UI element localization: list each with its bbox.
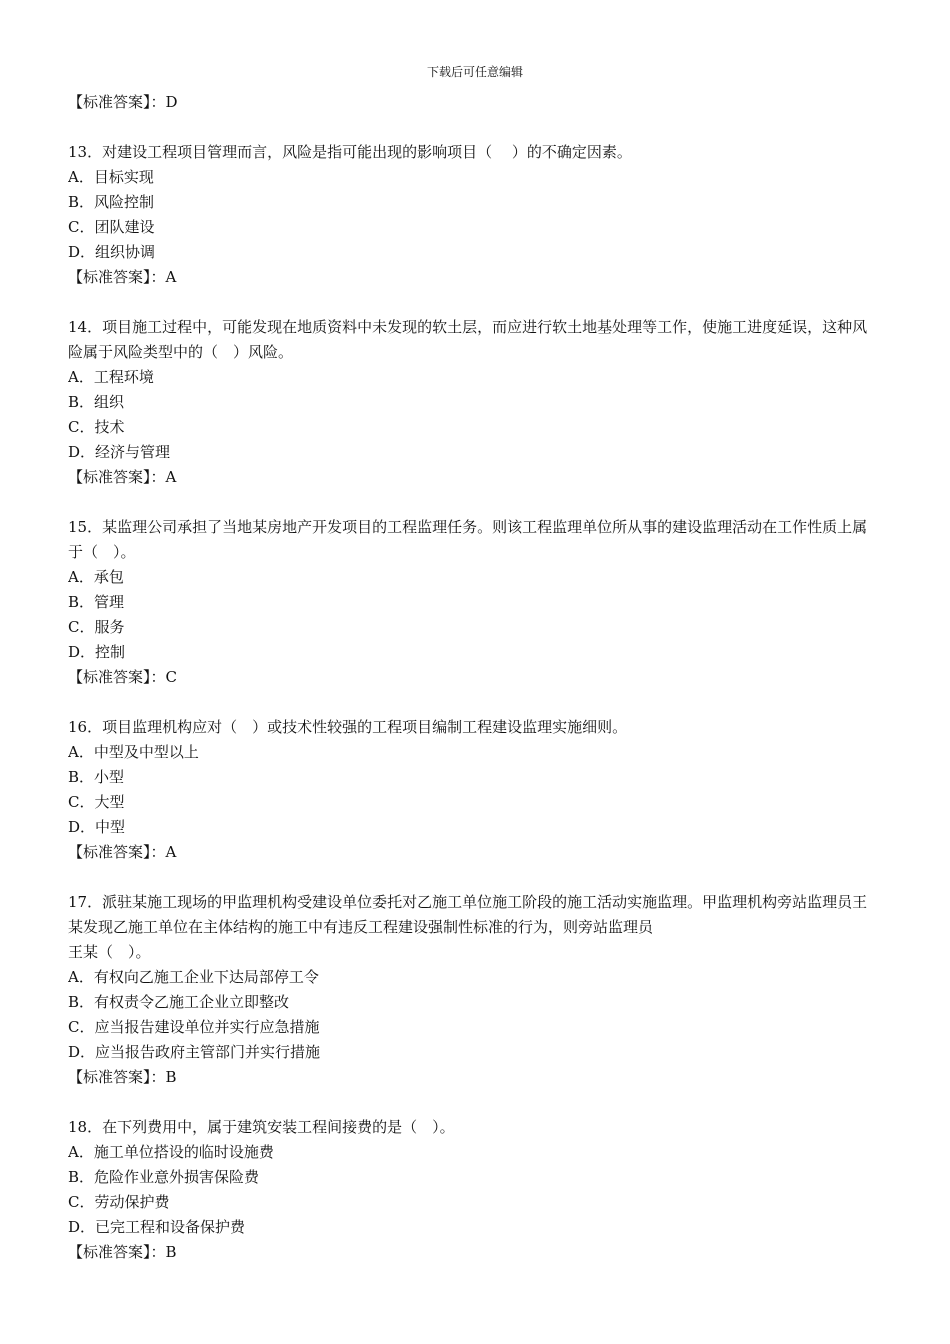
answer-line: 【标准答案】：A <box>68 843 177 861</box>
question-stem: 14．项目施工过程中，可能发现在地质资料中未发现的软土层，而应进行软土地基处理等工作，使施工进度延误，这种风险属于风险类型中的（ ）风险。 <box>68 318 868 361</box>
option-d: D．控制 <box>68 643 126 661</box>
option-c: C．劳动保护费 <box>68 1193 170 1211</box>
page-header: 下载后可任意编辑 <box>426 65 523 79</box>
document-body <box>68 90 882 1265</box>
question-block <box>68 315 882 490</box>
option-b: B．危险作业意外损害保险费 <box>68 1168 260 1186</box>
option-a: A．工程环境 <box>68 368 154 386</box>
question-block <box>68 140 882 290</box>
question-stem: 15．某监理公司承担了当地某房地产开发项目的工程监理任务。则该工程监理单位所从事的建设监理活动在工作性质上属于（ ）。 <box>68 518 868 561</box>
spacer <box>68 490 882 515</box>
spacer <box>68 865 882 890</box>
question-stem-continued: 王某（ ）。 <box>68 943 151 961</box>
option-b: B．组织 <box>68 393 125 411</box>
option-a: A．目标实现 <box>68 168 154 186</box>
option-c: C．服务 <box>68 618 125 636</box>
option-c: C．应当报告建设单位并实行应急措施 <box>68 1018 320 1036</box>
answer-line: 【标准答案】：B <box>68 1068 177 1086</box>
option-d: D．经济与管理 <box>68 443 171 461</box>
option-a: A．中型及中型以上 <box>68 743 199 761</box>
spacer <box>68 1090 882 1115</box>
answer-line: 【标准答案】：A <box>68 268 177 286</box>
spacer <box>68 115 882 140</box>
option-a: A．有权向乙施工企业下达局部停工令 <box>68 968 319 986</box>
option-b: B．有权责令乙施工企业立即整改 <box>68 993 290 1011</box>
question-stem: 16．项目监理机构应对（ ）或技术性较强的工程项目编制工程建设监理实施细则。 <box>68 718 628 736</box>
question-block <box>68 715 882 865</box>
option-d: D．已完工程和设备保护费 <box>68 1218 246 1236</box>
answer-line: 【标准答案】：C <box>68 668 177 686</box>
option-d: D．组织协调 <box>68 243 156 261</box>
question-block <box>68 890 882 1090</box>
option-b: B．小型 <box>68 768 125 786</box>
question-stem: 13．对建设工程项目管理而言，风险是指可能出现的影响项目（ ）的不确定因素。 <box>68 143 632 161</box>
spacer <box>68 290 882 315</box>
option-c: C．团队建设 <box>68 218 155 236</box>
question-stem: 18．在下列费用中，属于建筑安装工程间接费的是（ ）。 <box>68 1118 455 1136</box>
option-a: A．施工单位搭设的临时设施费 <box>68 1143 274 1161</box>
question-block <box>68 515 882 690</box>
answer-line: 【标准答案】：B <box>68 1243 177 1261</box>
answer-line: 【标准答案】：A <box>68 468 177 486</box>
option-a: A．承包 <box>68 568 124 586</box>
question-block <box>68 1115 882 1265</box>
answer-line: 【标准答案】：D <box>68 93 178 111</box>
option-c: C．技术 <box>68 418 125 436</box>
question-stem: 17．派驻某施工现场的甲监理机构受建设单位委托对乙施工单位施工阶段的施工活动实施监理。甲监理机构旁站监理员王某发现乙施工单位在主体结构的施工中有违反工程建设强制性标准的行为，则旁站监理员 <box>68 893 868 936</box>
spacer <box>68 690 882 715</box>
option-c: C．大型 <box>68 793 125 811</box>
option-b: B．风险控制 <box>68 193 155 211</box>
option-d: D．中型 <box>68 818 126 836</box>
option-b: B．管理 <box>68 593 125 611</box>
option-d: D．应当报告政府主管部门并实行措施 <box>68 1043 321 1061</box>
